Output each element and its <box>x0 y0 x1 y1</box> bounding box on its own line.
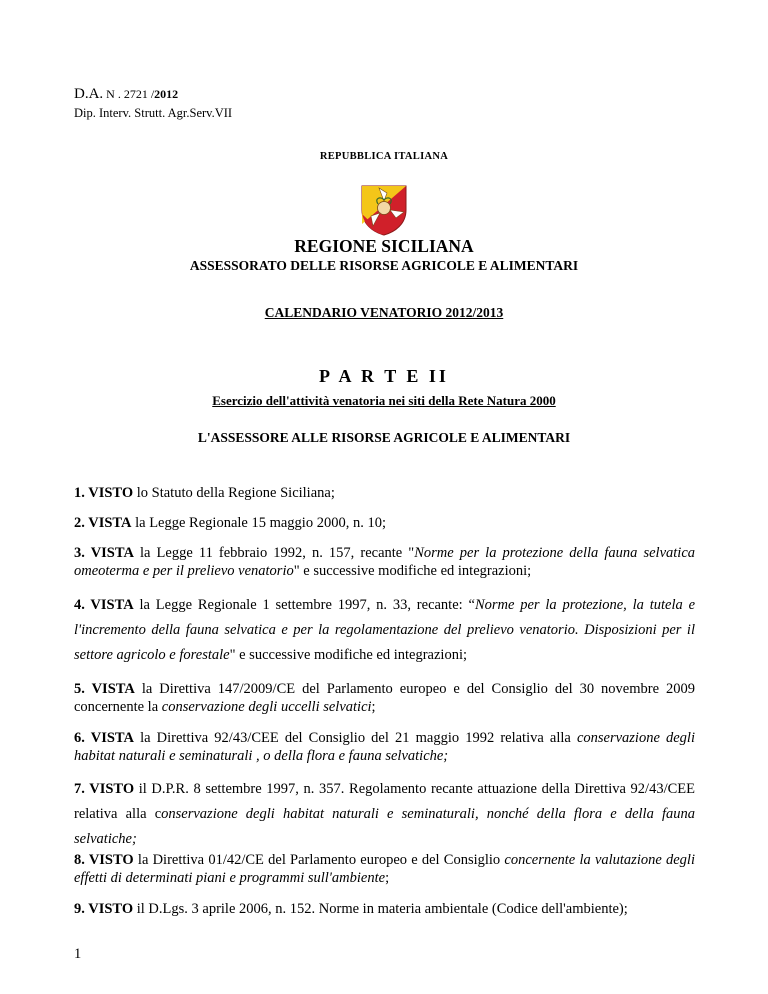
list-item: 1. VISTO lo Statuto della Regione Siciliana; <box>74 485 335 501</box>
republic-heading: REPUBBLICA ITALIANA <box>319 151 449 162</box>
decree-number: D.A. N . 2721 /2012 <box>74 86 179 102</box>
list-item: 7. VISTO il D.P.R. 8 settembre 1997, n. 357. Regolamento recante attuazione della Direttiva 92/43/CEE relativa alla conservazione degli habitat naturali e seminaturali, nonché della flora e della fauna selvatiche; <box>74 781 695 847</box>
region-title: REGIONE SICILIANA <box>294 236 474 256</box>
page-number: 1 <box>74 946 82 962</box>
part-heading: P A R T E II <box>319 366 449 386</box>
list-item: 4. VISTA la Legge Regionale 1 settembre 1997, n. 33, recante: “Norme per la protezione, la tutela e l'incremento della fauna selvatica e per la regolamentazione del prelievo venatorio. Disposizioni per il settore agricolo e forestale" e successive modifiche ed integrazioni; <box>74 597 695 663</box>
assessore-heading: L'ASSESSORE ALLE RISORSE AGRICOLE E ALIMENTARI <box>197 430 571 445</box>
trinacria-emblem-icon <box>359 184 409 236</box>
list-item: 9. VISTO il D.Lgs. 3 aprile 2006, n. 152. Norme in materia ambientale (Codice dell'ambiente); <box>74 901 628 917</box>
list-item: 5. VISTA la Direttiva 147/2009/CE del Parlamento europeo e del Consiglio del 30 novembre 2009 concernente la conservazione degli uccelli selvatici; <box>74 681 696 715</box>
list-item: 3. VISTA la Legge 11 febbraio 1992, n. 157, recante "Norme per la protezione della fauna selvatica omeoterma e per il prelievo venatorio" e successive modifiche ed integrazioni; <box>74 545 696 579</box>
list-item: 2. VISTA la Legge Regionale 15 maggio 2000, n. 10; <box>74 515 386 531</box>
calendar-title: CALENDARIO VENATORIO 2012/2013 <box>264 305 504 320</box>
list-item: 8. VISTO la Direttiva 01/42/CE del Parlamento europeo e del Consiglio concernente la valutazione degli effetti di determinati piani e programmi sull'ambiente; <box>74 852 695 886</box>
assessorato-title: ASSESSORATO DELLE RISORSE AGRICOLE E ALIMENTARI <box>189 258 579 273</box>
part-subtitle: Esercizio dell'attività venatoria nei siti della Rete Natura 2000 <box>212 393 556 408</box>
list-item: 6. VISTA la Direttiva 92/43/CEE del Consiglio del 21 maggio 1992 relativa alla conservazione degli habitat naturali e seminaturali , o della flora e fauna selvatiche; <box>74 730 695 764</box>
department-line: Dip. Interv. Strutt. Agr.Serv.VII <box>74 106 233 120</box>
